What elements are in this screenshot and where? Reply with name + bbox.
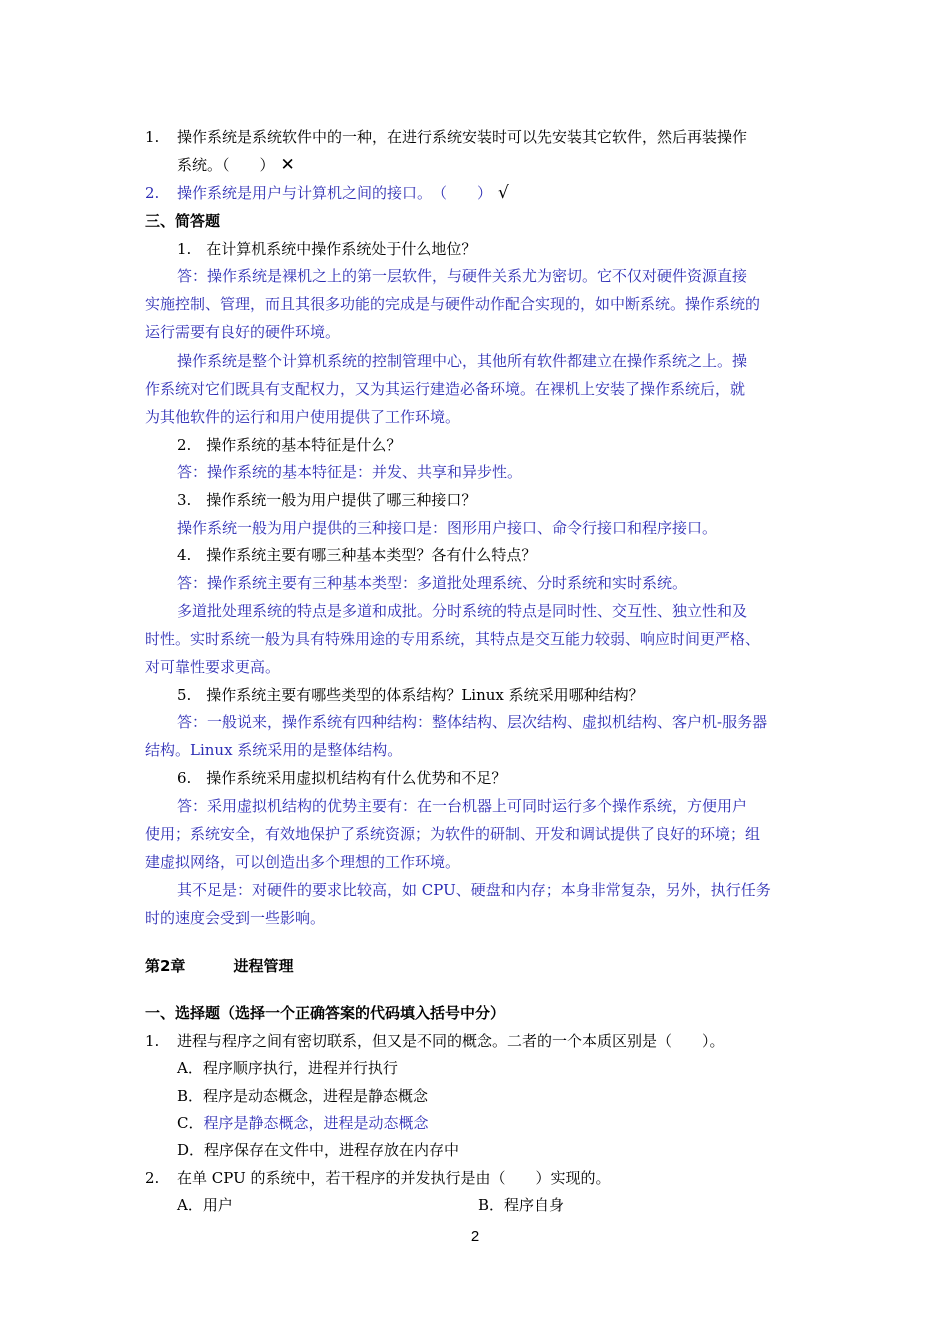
choice-q1-num: 1. (145, 1032, 160, 1050)
choice-q1-option-c-text: 程序是静态概念，进程是动态概念 (203, 1114, 429, 1132)
judgement-q2-num: 2. (145, 184, 160, 202)
cross-mark-icon: ✕ (280, 155, 295, 175)
sa-q4-question: 4. 操作系统主要有哪三种基本类型？各有什么特点？ (177, 546, 537, 564)
choice-q2-option-a: A．用户 (177, 1196, 233, 1214)
sa-q4-answer-para2-line3: 对可靠性要求更高。 (145, 658, 281, 676)
judgement-q2-text: 操作系统是用户与计算机之间的接口。 （ ） (177, 184, 493, 202)
sa-q4-answer-para2-line1: 多道批处理系统的特点是多道和成批。分时系统的特点是同时性、交互性、独立性和及 (177, 602, 748, 620)
sa-q2-answer: 答：操作系统的基本特征是：并发、共享和异步性。 (177, 463, 523, 481)
sa-q3-answer: 操作系统一般为用户提供的三种接口是：图形用户接口、命令行接口和程序接口。 (177, 519, 718, 537)
judgement-q1-line1 (145, 126, 747, 148)
choice-q1-option-c (177, 1112, 429, 1134)
sa-q1-answer-para2-line1: 操作系统是整个计算机系统的控制管理中心，其他所有软件都建立在操作系统之上。操 (177, 352, 748, 370)
sa-q2-question: 2. 操作系统的基本特征是什么？ (177, 436, 402, 454)
choice-q2 (145, 1167, 611, 1189)
chapter-title: 进程管理 (233, 957, 294, 975)
judgement-q2 (145, 182, 509, 204)
page-number: 2 (470, 1228, 480, 1245)
choice-q2-option-b: B．程序自身 (478, 1196, 565, 1214)
sa-q1-answer-line1: 答：操作系统是裸机之上的第一层软件，与硬件关系尤为密切。它不仅对硬件资源直接 (177, 267, 748, 285)
judgement-q1-text-cont: 系统。（ ） (177, 156, 275, 174)
judgement-q1-line2 (177, 154, 295, 176)
sa-q5-answer-line1: 答：一般说来，操作系统有四种结构：整体结构、层次结构、虚拟机结构、客户机-服务器 (177, 713, 768, 731)
sa-q1-answer-line3: 运行需要有良好的硬件环境。 (145, 323, 341, 341)
choice-q1-option-c-label: C． (177, 1114, 204, 1132)
choice-q1-option-b: B．程序是动态概念，进程是静态概念 (177, 1087, 429, 1105)
sa-q1-question: 1. 在计算机系统中操作系统处于什么地位？ (177, 240, 477, 258)
choice-q2-text: 在单 CPU 的系统中，若干程序的并发执行是由（ ）实现的。 (177, 1169, 611, 1187)
sa-q6-answer-line2: 使用；系统安全，有效地保护了系统资源；为软件的研制、开发和调试提供了良好的环境；组 (145, 825, 761, 843)
sa-q4-answer: 答：操作系统主要有三种基本类型：多道批处理系统、分时系统和实时系统。 (177, 574, 688, 592)
sa-q5-answer-line2: 结构。Linux 系统采用的是整体结构。 (145, 741, 403, 759)
choice-q1-option-d: D．程序保存在文件中，进程存放在内存中 (177, 1141, 460, 1159)
sa-q6-answer-para2-line1: 其不足是：对硬件的要求比较高，如 CPU、硬盘和内存；本身非常复杂，另外，执行任务 (177, 881, 771, 899)
judgement-q1-num: 1. (145, 128, 160, 146)
sa-q6-answer-line1: 答：采用虚拟机结构的优势主要有：在一台机器上可同时运行多个操作系统，方便用户 (177, 797, 748, 815)
sa-q6-answer-para2-line2: 时的速度会受到一些影响。 (145, 909, 326, 927)
sa-q4-answer-para2-line2: 时性。实时系统一般为具有特殊用途的专用系统，其特点是交互能力较弱、响应时间更严格、 (145, 630, 761, 648)
choice-q1-option-a: A．程序顺序执行，进程并行执行 (177, 1059, 398, 1077)
sa-q3-question: 3. 操作系统一般为用户提供了哪三种接口？ (177, 491, 477, 509)
check-mark-icon: √ (498, 183, 509, 203)
sa-q6-answer-line3: 建虚拟网络，可以创造出多个理想的工作环境。 (145, 853, 461, 871)
chapter-number: 第2章 (145, 957, 186, 975)
sa-q1-answer-para2-line2: 作系统对它们既具有支配权力，又为其运行建造必备环境。在裸机上安装了操作系统后，就 (145, 380, 746, 398)
choice-section-heading: 一、选择题（选择一个正确答案的代码填入括号中分） (145, 1004, 506, 1022)
sa-q1-answer-para2-line3: 为其他软件的运行和用户使用提供了工作环境。 (145, 408, 461, 426)
choice-q2-num: 2. (145, 1169, 160, 1187)
chapter-heading (145, 955, 293, 977)
choice-q1-text: 进程与程序之间有密切联系，但又是不同的概念。二者的一个本质区别是（ ）。 (177, 1032, 725, 1050)
short-answer-heading: 三、简答题 (145, 212, 221, 230)
sa-q1-answer-line2: 实施控制、管理，而且其很多功能的完成是与硬件动作配合实现的，如中断系统。操作系统的 (145, 295, 761, 313)
choice-q1 (145, 1030, 725, 1052)
sa-q5-question: 5. 操作系统主要有哪些类型的体系结构？Linux 系统采用哪种结构？ (177, 686, 644, 704)
sa-q6-question: 6. 操作系统采用虚拟机结构有什么优势和不足？ (177, 769, 507, 787)
judgement-q1-text: 操作系统是系统软件中的一种，在进行系统安装时可以先安装其它软件，然后再装操作 (177, 128, 748, 146)
